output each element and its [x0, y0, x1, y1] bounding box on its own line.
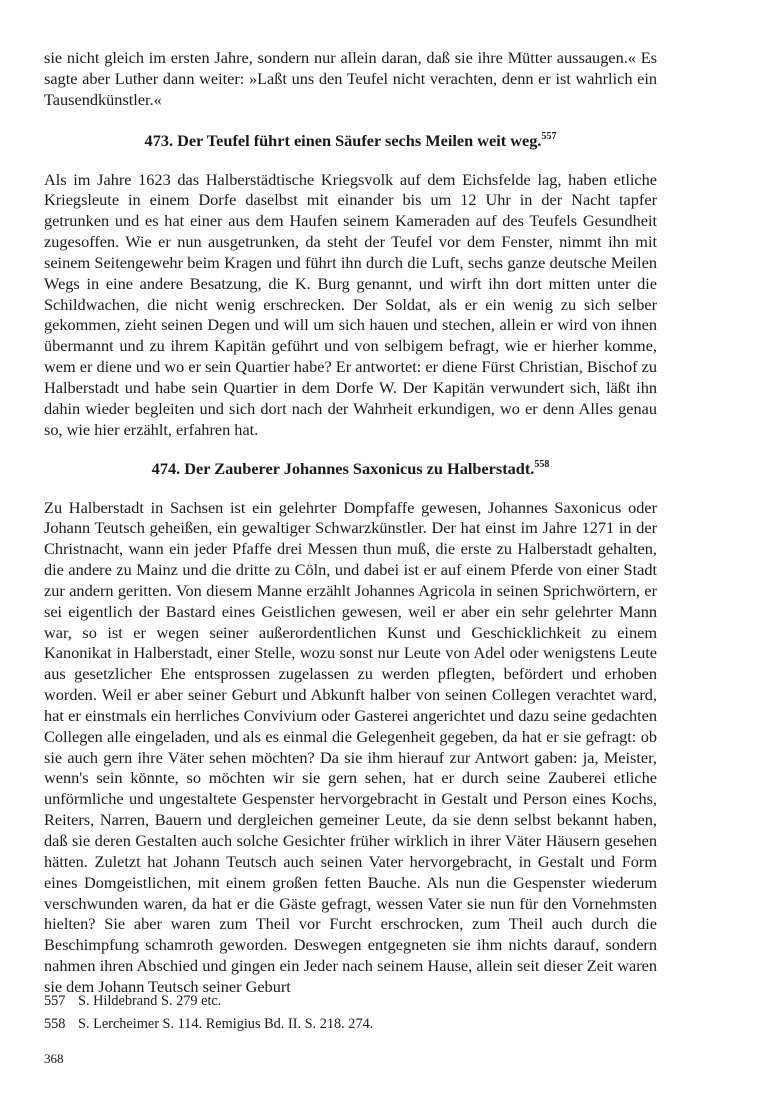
footnote-text: S. Hildebrand S. 279 etc.	[78, 993, 222, 1009]
section-474-text: Zu Halberstadt in Sachsen ist ein gelehrter Dompfaffe gewesen, Johannes Saxonicus oder Johann Teutsch geheißen, ein gewaltiger Schwarzkünstler. Der hat einst im Jahre 1271 in der Christnacht, wann ein jeder Pfaffe drei Messen thun muß, die erste zu Halberstadt gehalten, die andere zu Mainz und die dritte zu Cöln, und dabei ist er auf einem Pferde von einer Stadt zur andern geritten. Von diesem Manne erzählt Johannes Agricola in seinen Sprichwörtern, er sei eigentlich der Bastard eines Geistlichen gewesen, weil er aber ein sehr gelehrter Mann war, so ist er wegen seiner außerordentlichen Kunst und Geschicklichkeit zu einem Kanonikat in Halberstadt, einer Stelle, wozu sonst nur Leute von Adel oder wenigstens Leute aus gesetzlicher Ehe entsprossen zugelassen zu werden pflegten, befördert und erhoben worden. Weil er aber seiner Geburt und Abkunft halber von seinen Collegen verachtet ward, hat er einstmals ein herrliches Convivium oder Gasterei angerichtet und dazu seine gedachten Collegen alle eingeladen, und als es einmal die Gelegenheit gegeben, da hat er sie gefragt: ob sie auch gern ihre Väter sehen möchten? Da sie ihm hierauf zur Antwort gaben: ja, Meister, wenn's sein könnte, so möchten wir sie gern sehen, hat er durch seine Zauberei etliche unförmliche und ungestaltete Gespenster hervorgebracht in Gestalt und Person eines Kochs, Reiters, Narren, Bauern und dergleichen gemeiner Leute, da sie denn selbst bekannt haben, daß sie deren Gestalten auch solche Gesichter früher wirklich in ihrer Väter Häusern gesehen hätten. Zuletzt hat Johann Teutsch auch seinen Vater hervorgebracht, in Gestalt und Form eines Domgeistlichen, mit einem großen fetten Bauche. Als nun die Gespenster wiederum verschwunden waren, da hat er die Gäste gefragt, wessen Vater sie nun für den Vornehmsten hielten? Sie aber waren zum Theil vor Furcht erschrocken, zum Theil auch durch die Beschimpfung schamroth geworden. Deswegen entgegneten sie ihm nichts darauf, sondern nahmen ihren Abschied und gingen ein Jeder nach seinem Hause, allein seit dieser Zeit waren sie dem Johann Teutsch seiner Geburt	[44, 497, 657, 996]
footnote-558	[44, 1013, 657, 1036]
footnote-text: S. Lercheimer S. 114. Remigius Bd. II. S. 218. 274.	[78, 1016, 374, 1032]
section-473-text: Als im Jahre 1623 das Halberstädtische Kriegsvolk auf dem Eichsfelde lag, haben etliche Kriegsleute in einem Dorfe daselbst mit einander bis um 12 Uhr in der Nacht tapfer getrunken und es hat einer aus dem Haufen seinem Kameraden auf des Teufels Gesundheit zugesoffen. Wie er nun ausgetrunken, da steht der Teufel vor dem Fenster, nimmt ihn mit seinem Seitengewehr beim Kragen und führt ihn durch die Luft, sechs ganze deutsche Meilen Wegs in eine andere Besatzung, die K. Burg genannt, und wirft ihn dort mitten unter die Schildwachen, die nicht wenig erschrecken. Der Soldat, als er ein wenig zu sich selber gekommen, zieht seinen Degen und will um sich hauen und stechen, allein er wird von ihnen übermannt und zu ihrem Kapitän geführt und von selbigem befragt, wie er hierher komme, wem er diene und wo er sein Quartier habe? Er antwortet: er diene Fürst Christian, Bischof zu Halberstadt und habe sein Quartier in dem Dorfe W. Der Kapitän verwundert sich, läßt ihn dahin wieder begleiten und sich dort nach der Wahrheit erkundigen, wo er denn Alles genau so, wie hier erzählt, erfahren hat.	[44, 169, 657, 439]
footnote-number: 557	[44, 993, 66, 1009]
footnote-ref-557: 557	[541, 130, 557, 142]
section-473-heading	[44, 131, 657, 151]
section-474-title: 474. Der Zauberer Johannes Saxonicus zu Halberstadt.	[151, 458, 535, 478]
footnotes	[44, 990, 657, 1036]
footnote-557	[44, 990, 657, 1013]
page-number: 368	[44, 1051, 64, 1066]
section-474-heading	[44, 459, 657, 479]
top-paragraph: sie nicht gleich im ersten Jahre, sondern nur allein daran, daß sie ihre Mütter aussaugen.« Es sagte aber Luther dann weiter: »Laßt uns den Teufel nicht verachten, denn er ist wahrlich ein Tausendkünstler.«	[44, 48, 657, 109]
footnote-ref-558: 558	[534, 458, 550, 470]
footnote-number: 558	[44, 1016, 66, 1032]
page-body	[44, 48, 657, 998]
section-473-title: 473. Der Teufel führt einen Säufer sechs Meilen weit weg.	[144, 130, 542, 150]
